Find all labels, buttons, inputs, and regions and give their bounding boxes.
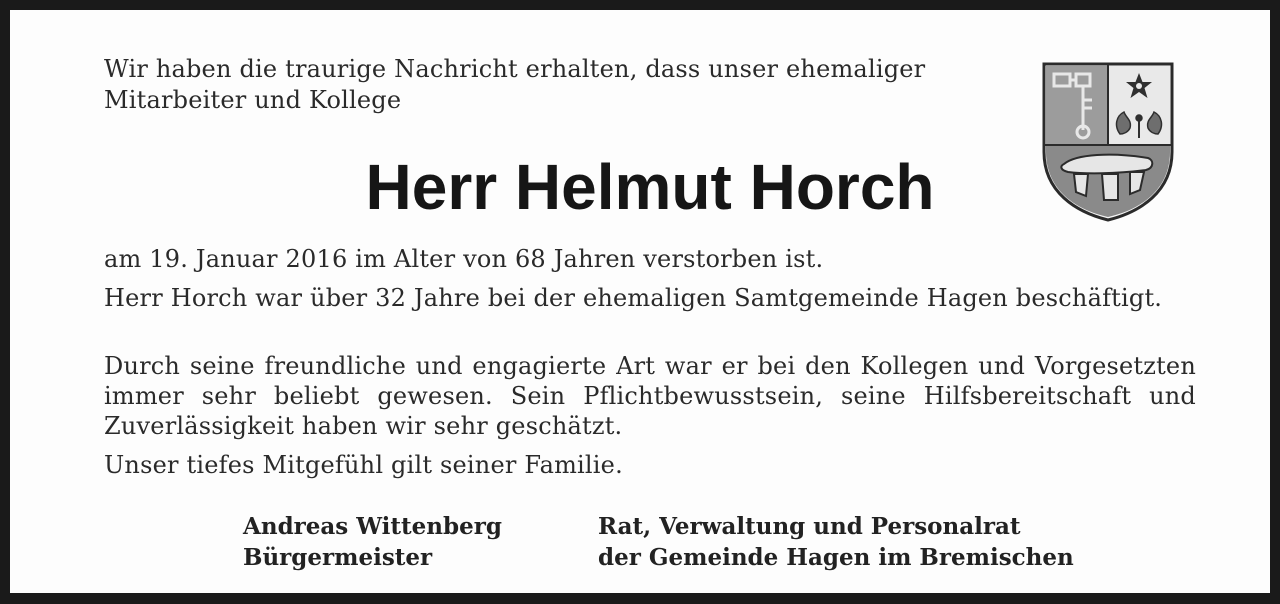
paragraph-condolence: Unser tiefes Mitgefühl gilt seiner Familie.: [104, 451, 623, 479]
intro-text: Wir haben die traurige Nachricht erhalten, dass unser ehemaliger Mitarbeiter und Kollege: [104, 55, 926, 114]
signature-council-line2: der Gemeinde Hagen im Bremischen: [598, 544, 1074, 571]
signature-mayor-title: Bürgermeister: [243, 544, 433, 571]
paragraph-tribute: Durch seine freundliche und engagierte Art war er bei den Kollegen und Vorgesetzten immer sehr beliebt gewesen. Sein Pflichtbewusstsein, seine Hilfsbereitschaft und Zuverlässigkeit haben wir sehr geschätzt.: [104, 352, 1196, 440]
deceased-name: Herr Helmut Horch: [365, 151, 935, 223]
coat-of-arms-icon: [1040, 60, 1176, 224]
signature-mayor-name: Andreas Wittenberg: [243, 513, 502, 540]
paragraph-date: am 19. Januar 2016 im Alter von 68 Jahren verstorben ist.: [104, 245, 824, 273]
signature-council-line1: Rat, Verwaltung und Personalrat: [598, 513, 1021, 540]
oak-leaves-icon: [1117, 112, 1162, 138]
signature-mayor: [243, 511, 502, 573]
signature-council: [598, 511, 1074, 573]
paragraph-employment: Herr Horch war über 32 Jahre bei der ehemaligen Samtgemeinde Hagen beschäftigt.: [104, 284, 1163, 312]
